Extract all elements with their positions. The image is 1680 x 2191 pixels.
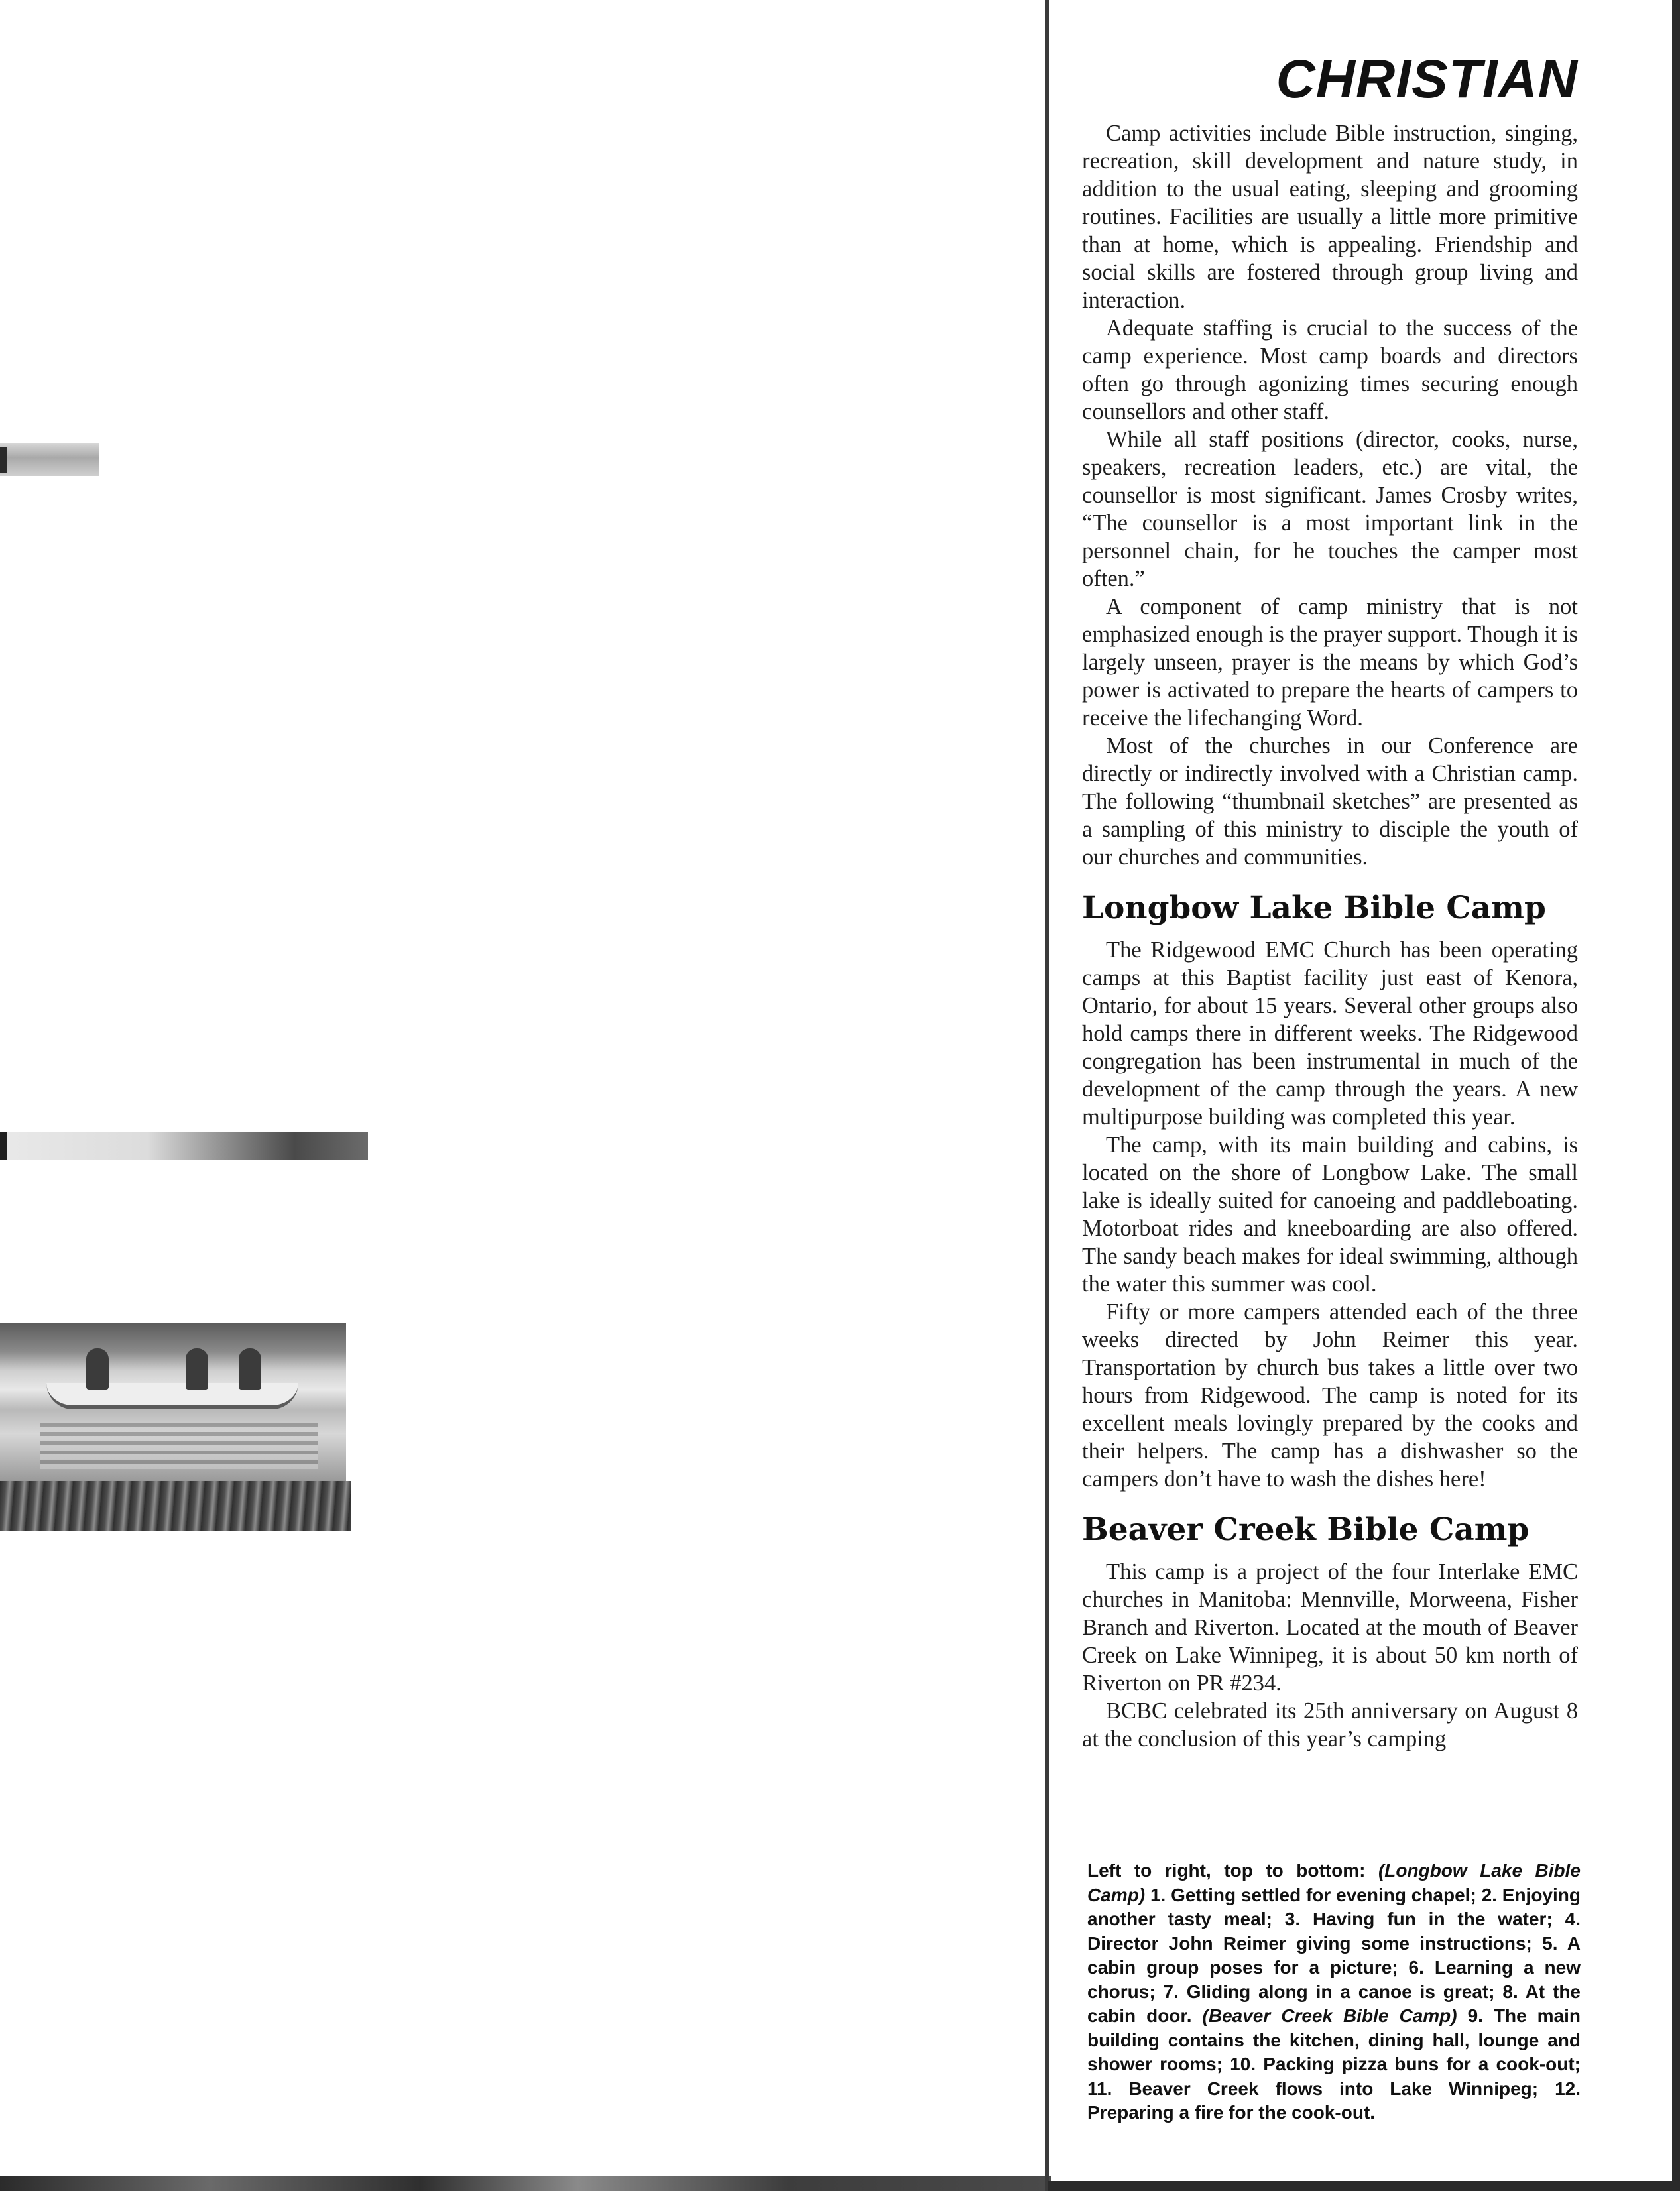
photo-fragment-middle	[0, 1132, 368, 1160]
longbow-paragraph: The Ridgewood EMC Church has been operating camps at this Baptist facility just east of Kenora, Ontario, for about 15 years. Several other groups also hold camps there in different weeks. The Ridgewood congregation has been instrumental in much of the development of the camp through the years. A new multipurpose building was completed this year.	[1082, 937, 1578, 1130]
photo-caption	[1087, 1859, 1581, 2125]
paddler	[86, 1348, 109, 1390]
canoe-photo	[0, 1323, 346, 1481]
photo-fragment-top	[0, 443, 99, 476]
caption-longbow-label: (Longbow Lake Bible Camp)	[1087, 1860, 1581, 1905]
longbow-paragraph: Fifty or more campers attended each of the three weeks directed by John Reimer this year. Transportation by church bus takes a little over two hours from Ridgewood. The camp is noted for its excellent meals lovingly prepared by the cooks and their helpers. The camp has a dishwasher so the campers don’t have to wash the dishes here!	[1082, 1299, 1578, 1492]
intro-paragraph: Adequate staffing is crucial to the success of the camp experience. Most camp boards and directors often go through agonizing times securing enough counsellors and other staff.	[1082, 316, 1578, 424]
photo-fragment-bottom	[0, 2176, 1051, 2191]
intro-paragraph: While all staff positions (director, cooks, nurse, speakers, recreation leaders, etc.) are vital, the counsellor is most significant. James Crosby writes, “The counsellor is a most important link in the personnel chain, for he touches the camper most often.”	[1082, 427, 1578, 591]
caption-lead: Left to right, top to bottom:	[1087, 1860, 1378, 1881]
intro-paragraph: A component of camp ministry that is not emphasized enough is the prayer support. Though it is largely unseen, prayer is the means by which God’s power is activated to prepare the hearts of campers to receive the lifechanging Word.	[1082, 594, 1578, 731]
paddler	[239, 1348, 261, 1390]
intro-paragraph: Camp activities include Bible instruction, singing, recreation, skill development and nature study, in addition to the usual eating, sleeping and grooming routines. Facilities are usually a little more primitive than at home, which is appealing. Friendship and social skills are fostered through group living and interaction.	[1082, 121, 1578, 313]
beaver-creek-paragraph: This camp is a project of the four Interlake EMC churches in Manitoba: Mennville, Morweena, Fisher Branch and Riverton. Located at the mouth of Beaver Creek on Lake Winnipeg, it is about 50 km north of Riverton on PR #234.	[1082, 1559, 1578, 1696]
section-heading-beaver-creek: Beaver Creek Bible Camp	[1082, 1511, 1530, 1548]
intro-paragraph: Most of the churches in our Conference are directly or indirectly involved with a Christian camp. The following “thumbnail sketches” are presented as a sampling of this ministry to disciple the youth of our churches and communities.	[1082, 733, 1578, 870]
page-edge-left	[1045, 0, 1049, 2191]
paddler	[186, 1348, 208, 1390]
section-heading-longbow: Longbow Lake Bible Camp	[1082, 890, 1546, 926]
page-edge-right	[1672, 0, 1680, 2191]
longbow-paragraph: The camp, with its main building and cabins, is located on the shore of Longbow Lake. The small lake is ideally suited for canoeing and paddleboating. Motorboat rides and kneeboarding are also offered. The sandy beach makes for ideal swimming, although the water this summer was cool.	[1082, 1132, 1578, 1297]
trees-photo	[0, 1481, 351, 1531]
water-reflection	[40, 1423, 318, 1469]
page-title: CHRISTIAN	[1276, 49, 1578, 109]
page-edge-bottom	[1048, 2181, 1680, 2191]
caption-longbow-items: 1. Getting settled for evening chapel; 2. Enjoying another tasty meal; 3. Having fun in the water; 4. Director John Reimer giving some instructions; 5. A cabin group poses for a picture; 6. Learning a new chorus; 7. Gliding along in a canoe is great; 8. At the cabin door.	[1087, 1884, 1581, 2026]
caption-beaver-label: (Beaver Creek Bible Camp)	[1202, 2005, 1457, 2026]
beaver-creek-paragraph: BCBC celebrated its 25th anniversary on August 8 at the conclusion of this year’s camping	[1082, 1698, 1578, 1751]
caption-beaver-items: 9. The main building contains the kitchen, dining hall, lounge and shower rooms; 10. Packing pizza buns for a cook-out; 11. Beaver Creek flows into Lake Winnipeg; 12. Preparing a fire for the cook-out.	[1087, 2005, 1581, 2123]
article-column	[1082, 46, 1578, 1753]
